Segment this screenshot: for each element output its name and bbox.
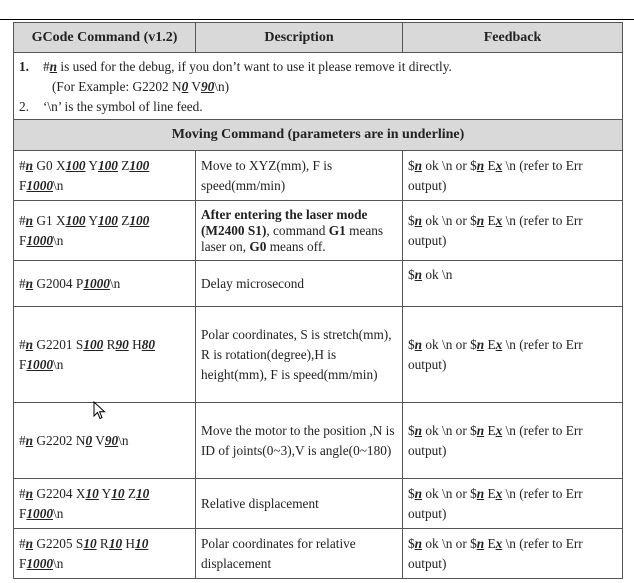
text-fragment: 90 <box>104 432 119 448</box>
text-fragment: # <box>19 336 26 352</box>
description-cell <box>196 201 403 261</box>
text-fragment: G2202 N <box>33 432 86 448</box>
text-fragment: x <box>495 422 503 438</box>
feedback-cell <box>403 529 623 579</box>
feedback-cell <box>403 307 623 403</box>
note-1-text-prefix: # <box>43 59 50 74</box>
text-fragment: $ <box>408 535 415 551</box>
text-fragment: G0 X <box>33 157 66 173</box>
text-fragment: n <box>25 157 34 173</box>
feedback-cell <box>403 479 623 529</box>
text-fragment: F <box>19 177 27 193</box>
text-fragment: $ <box>408 336 415 352</box>
text-fragment: x <box>495 485 503 501</box>
note-example-v: V <box>188 79 201 94</box>
text-fragment: H <box>128 336 142 352</box>
text-fragment: n <box>476 485 485 501</box>
note-example-n: 0 <box>181 79 189 94</box>
text-fragment: Y <box>85 212 98 228</box>
text-fragment: G0 <box>249 238 267 254</box>
text-fragment: 90 <box>115 336 129 352</box>
text-fragment: 10 <box>111 485 125 501</box>
command-cell <box>14 307 196 403</box>
text-fragment: 80 <box>141 336 155 352</box>
text-fragment: G2004 P <box>33 275 84 291</box>
text-fragment: 100 <box>83 336 104 352</box>
table-row <box>14 201 623 261</box>
text-fragment: 1000 <box>26 555 53 571</box>
text-fragment: 10 <box>83 535 97 551</box>
text-fragment: 10 <box>135 535 149 551</box>
note-1-arg: n <box>49 59 58 74</box>
text-fragment: n <box>414 485 423 501</box>
text-fragment: G1 X <box>33 212 66 228</box>
text-fragment: \n (refer to Err output) <box>408 535 583 571</box>
text-fragment: E <box>484 535 496 551</box>
table-row <box>14 529 623 579</box>
text-fragment: n <box>414 336 423 352</box>
page-top-rule <box>0 19 634 20</box>
text-fragment: $ <box>408 485 415 501</box>
text-fragment: $ <box>408 157 415 173</box>
text-fragment: F <box>19 232 27 248</box>
description-cell: Delay microsecond <box>196 261 403 307</box>
text-fragment: \n <box>53 555 64 571</box>
command-cell <box>14 201 196 261</box>
text-fragment: G2205 S <box>33 535 84 551</box>
text-fragment: 0 <box>85 432 93 448</box>
feedback-cell <box>403 403 623 479</box>
text-fragment: # <box>19 432 26 448</box>
text-fragment: # <box>19 212 26 228</box>
text-fragment: G1 <box>328 222 346 238</box>
text-fragment: After entering the laser mode (M2400 S1) <box>201 206 368 238</box>
text-fragment: n <box>476 535 485 551</box>
text-fragment: ok \n or $ <box>422 157 477 173</box>
text-fragment: n <box>476 336 485 352</box>
notes-row <box>14 53 623 120</box>
feedback-cell <box>403 201 623 261</box>
feedback-cell <box>403 261 623 307</box>
text-fragment: # <box>19 157 26 173</box>
text-fragment: Y <box>85 157 98 173</box>
text-fragment: 100 <box>129 212 150 228</box>
text-fragment: V <box>92 432 105 448</box>
note-1-text: is used for the debug, if you don’t want to use it please remove it directly. <box>57 59 452 74</box>
text-fragment: n <box>476 157 485 173</box>
description-cell: Polar coordinates, S is stretch(mm), R is rotation(degree),H is height(mm), F is speed(mm/min) <box>196 307 403 403</box>
text-fragment: $ <box>408 422 415 438</box>
note-2 <box>19 97 617 117</box>
text-fragment: ok \n or $ <box>422 336 477 352</box>
command-cell <box>14 261 196 307</box>
section-title: Moving Command (parameters are in underline) <box>14 120 623 151</box>
text-fragment: x <box>495 535 503 551</box>
text-fragment: \n (refer to Err output) <box>408 422 583 458</box>
text-fragment: \n (refer to Err output) <box>408 212 583 248</box>
text-fragment: E <box>484 422 496 438</box>
gcode-command-table <box>13 22 623 579</box>
text-fragment: # <box>19 535 26 551</box>
table-header-row <box>14 23 623 53</box>
text-fragment: # <box>19 485 26 501</box>
text-fragment: $ <box>408 267 415 282</box>
text-fragment: 10 <box>108 535 123 551</box>
text-fragment: n <box>25 275 34 291</box>
text-fragment: 100 <box>97 212 118 228</box>
text-fragment: \n <box>53 505 64 521</box>
text-fragment: ok \n or $ <box>422 485 477 501</box>
header-description: Description <box>196 23 403 53</box>
text-fragment: n <box>476 212 485 228</box>
description-cell: Move to XYZ(mm), F is speed(mm/min) <box>196 151 403 201</box>
table-row <box>14 261 623 307</box>
note-example-vval: 90 <box>200 79 215 94</box>
note-1 <box>19 57 617 77</box>
text-fragment: \n <box>53 232 64 248</box>
header-gcode-command: GCode Command (v1.2) <box>14 23 196 53</box>
text-fragment: F <box>19 555 27 571</box>
description-cell: Relative displacement <box>196 479 403 529</box>
text-fragment: x <box>495 157 503 173</box>
description-cell: Move the motor to the position ,N is ID of joints(0~3),V is angle(0~180) <box>196 403 403 479</box>
text-fragment: 1000 <box>26 505 53 521</box>
table-row <box>14 479 623 529</box>
text-fragment: Y <box>98 485 112 501</box>
command-cell <box>14 529 196 579</box>
text-fragment: \n <box>53 356 64 372</box>
text-fragment: n <box>414 535 423 551</box>
text-fragment: , command <box>266 222 329 238</box>
text-fragment: ok \n or $ <box>422 535 477 551</box>
text-fragment: G2201 S <box>33 336 84 352</box>
text-fragment: 100 <box>65 157 86 173</box>
text-fragment: 100 <box>129 157 150 173</box>
text-fragment: H <box>122 535 136 551</box>
command-cell <box>14 479 196 529</box>
text-fragment: 1000 <box>26 356 53 372</box>
text-fragment: Z <box>117 212 130 228</box>
text-fragment: R <box>103 336 116 352</box>
feedback-cell <box>403 151 623 201</box>
text-fragment: n <box>414 157 423 173</box>
text-fragment: E <box>484 212 496 228</box>
text-fragment: ok \n <box>422 267 453 282</box>
text-fragment: $ <box>408 212 415 228</box>
header-feedback: Feedback <box>403 23 623 53</box>
section-header-row <box>14 120 623 151</box>
text-fragment: G2204 X <box>33 485 86 501</box>
note-1-example <box>19 77 617 97</box>
text-fragment: x <box>495 336 503 352</box>
text-fragment: Z <box>124 485 136 501</box>
text-fragment: \n (refer to Err output) <box>408 336 583 372</box>
text-fragment: n <box>25 336 34 352</box>
text-fragment: E <box>484 157 496 173</box>
note-2-text: ‘\n’ is the symbol of line feed. <box>43 99 203 114</box>
note-1-number: 1. <box>19 59 29 74</box>
text-fragment: n <box>414 422 423 438</box>
text-fragment: means off. <box>266 238 326 254</box>
text-fragment: E <box>484 336 496 352</box>
text-fragment: \n (refer to Err output) <box>408 485 583 521</box>
text-fragment: n <box>25 212 34 228</box>
notes-cell <box>14 53 623 120</box>
text-fragment: n <box>25 485 34 501</box>
command-cell <box>14 151 196 201</box>
text-fragment: n <box>25 535 34 551</box>
text-fragment: \n <box>53 177 64 193</box>
text-fragment: n <box>414 267 423 282</box>
text-fragment: n <box>476 422 485 438</box>
text-fragment: F <box>19 505 27 521</box>
text-fragment: means laser on, <box>201 222 384 254</box>
text-fragment: Z <box>117 157 130 173</box>
text-fragment: 10 <box>85 485 99 501</box>
text-fragment: # <box>19 275 26 291</box>
note-example-end: \n) <box>214 79 230 94</box>
description-cell: Polar coordinates for relative displacement <box>196 529 403 579</box>
text-fragment: 100 <box>65 212 86 228</box>
text-fragment: \n (refer to Err output) <box>408 157 583 193</box>
text-fragment: \n <box>118 432 129 448</box>
text-fragment: E <box>484 485 496 501</box>
text-fragment: 1000 <box>26 177 53 193</box>
text-fragment: 100 <box>97 157 118 173</box>
text-fragment: ok \n or $ <box>422 422 477 438</box>
table-row <box>14 151 623 201</box>
text-fragment: 1000 <box>26 232 53 248</box>
text-fragment: 1000 <box>83 275 110 291</box>
table-row <box>14 307 623 403</box>
note-2-number: 2. <box>19 99 29 114</box>
text-fragment: x <box>495 212 503 228</box>
text-fragment: ok \n or $ <box>422 212 477 228</box>
note-example-prefix: (For Example: G2202 N <box>52 79 182 94</box>
text-fragment: \n <box>109 275 121 291</box>
mouse-cursor-icon <box>93 401 107 421</box>
text-fragment: F <box>19 356 27 372</box>
text-fragment: R <box>96 535 109 551</box>
text-fragment: n <box>414 212 423 228</box>
text-fragment: n <box>25 432 34 448</box>
text-fragment: 10 <box>136 485 150 501</box>
